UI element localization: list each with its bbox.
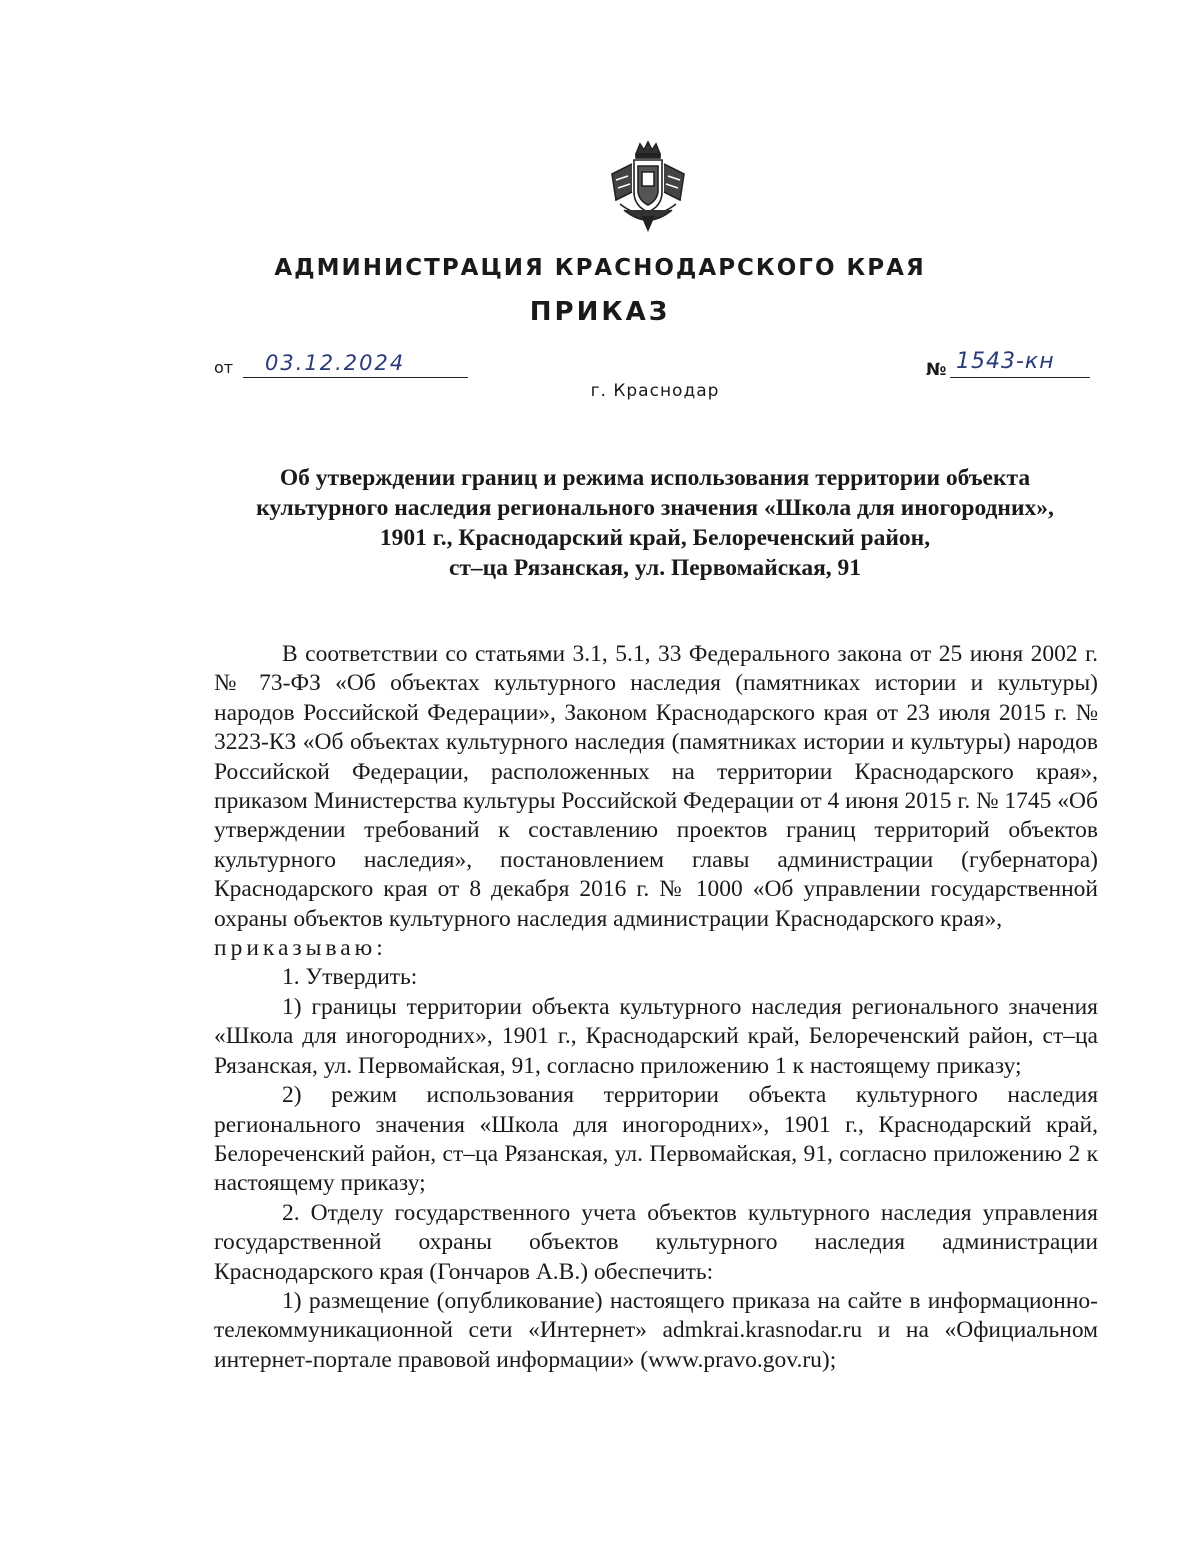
number-value: 1543-кн <box>956 349 1055 374</box>
date-label: от <box>214 358 234 377</box>
organization-name: АДМИНИСТРАЦИЯ КРАСНОДАРСКОГО КРАЯ <box>274 255 926 281</box>
title-line: ст–ца Рязанская, ул. Первомайская, 91 <box>448 555 862 581</box>
document-title <box>200 463 1110 583</box>
number-label: № <box>926 360 947 380</box>
title-line: культурного наследия регионального значения «Школа для иногородних», <box>256 495 1054 521</box>
document-type: ПРИКАЗ <box>529 297 671 327</box>
body-item: 1) границы территории объекта культурного наследия регионального значения «Школа для иногородних», 1901 г., Краснодарский край, Белореченский район, ст–ца Рязанская, ул. Первомайская, 91, согласно приложению 1 к настоящему приказу; <box>214 993 1098 1079</box>
city-name: г. Краснодар <box>590 381 720 401</box>
coat-of-arms-icon <box>606 140 690 232</box>
document-body <box>214 640 1098 1375</box>
body-item: 1) размещение (опубликование) настоящего приказа на сайте в информационно-телекоммуникационной сети «Интернет» admkrai.krasnodar.ru и на «Официальном интернет-портале правовой информации» (www.pravo.gov.ru); <box>214 1287 1098 1373</box>
body-item: 1. Утвердить: <box>282 964 418 991</box>
number-field <box>950 349 1090 378</box>
date-field <box>243 353 468 378</box>
title-line: 1901 г., Краснодарский край, Белореченский район, <box>379 525 931 551</box>
date-value: 03.12.2024 <box>265 351 406 375</box>
body-item: 2) режим использования территории объекта культурного наследия регионального значения «Школа для иногородних», 1901 г., Краснодарский край, Белореченский район, ст–ца Рязанская, ул. Первомайская, 91, согласно приложению 2 к настоящему приказу; <box>214 1082 1098 1197</box>
body-item: 2. Отделу государственного учета объектов культурного наследия управления государственной охраны объектов культурного наследия администрации Краснодарского края (Гончаров А.В.) обеспечить: <box>214 1199 1098 1285</box>
preamble-paragraph: В соответствии со статьями 3.1, 5.1, 33 Федерального закона от 25 июня 2002 г. № 73-ФЗ «Об объектах культурного наследия (памятниках истории и культуры) народов Российской Федерации», Законом Краснодарского края от 23 июля 2015 г. № 3223-КЗ «Об объектах культурного наследия (памятниках истории и культуры) народов Российской Федерации, расположенных на территории Краснодарского края», приказом Министерства культуры Российской Федерации от 4 июня 2015 г. № 1745 «Об утверждении требований к составлению проектов границ территорий объектов культурного наследия», постановлением главы администрации (губернатора) Краснодарского края от 8 декабря 2016 г. № 1000 «Об управлении государственной охраны объектов культурного наследия администрации Краснодарского края», <box>214 641 1098 932</box>
order-word: приказываю: <box>214 935 387 962</box>
title-line: Об утверждении границ и режима использования территории объекта <box>279 465 1031 491</box>
